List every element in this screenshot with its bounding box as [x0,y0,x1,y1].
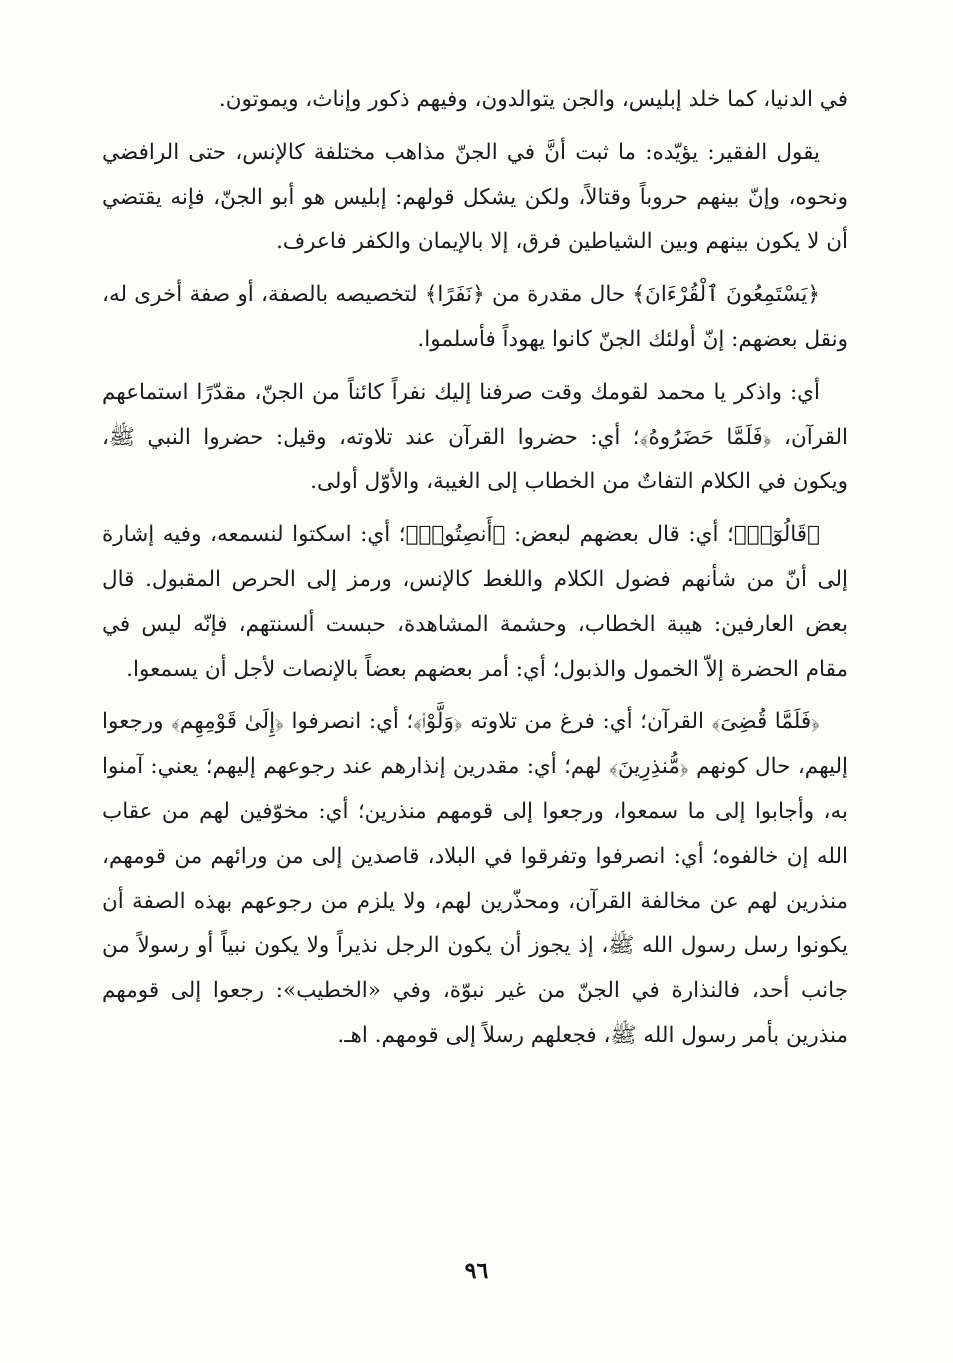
paragraph-2: يقول الفقير: يؤيّده: ما ثبت أنَّ في الجنّ مذاهب مختلفة كالإنس، حتى الرافضي ونحوه، وإنّ بينهم حروباً وقتالاً، ولكن يشكل قولهم: إبليس هو أبو الجنّ، فإنه يقتضي أن لا يكون بينهم وبين الشياطين فرق، إلا بالإيمان والكفر فاعرف. [102,139,848,255]
paragraph-1: في الدنيا، كما خلد إبليس، والجن يتوالدون، وفيهم ذكور وإناث، ويموتون. [218,87,848,112]
paragraph-6: ﴿فَلَمَّا قُضِىَ﴾ القرآن؛ أي: فرغ من تلاوته ﴿وَلَّوْا۟﴾؛ أي: انصرفوا ﴿إِلَىٰ قَوْمِهِم﴾ ورجعوا إليهم، حال كونهم ﴿مُّنذِرِينَ﴾ لهم؛ أي: مقدرين إنذارهم عند رجوعهم إليهم؛ يعني: آمنوا به، وأجابوا إلى ما سمعوا، ورجعوا إلى قومهم منذرين؛ أي: مخوّفين لهم من عقاب الله إن خالفوه؛ أي: انصرفوا وتفرقوا في البلاد، قاصدين إلى من ورائهم من قومهم، منذرين لهم عن مخالفة القرآن، ومحذّرين لهم، ولا يلزم من رجوعهم بهذه الصفة أن يكونوا رسل رسول الله ﷺ، إذ يجوز أن يكون الرجل نذيراً ولا يكون نبياً أو رسولاً من جانب أحد، فالنذارة في الجنّ من غير نبوّة، وفي «الخطيب»: رجعوا إلى قومهم منذرين بأمر رسول الله ﷺ، فجعلهم رسلاً إلى قومهم. اهـ. [102,709,848,1048]
paragraph-5: ﴿قَالُوٓا۟﴾؛ أي: قال بعضهم لبعض: ﴿أَنصِتُوا۟﴾؛ أي: اسكتوا لنسمعه، وفيه إشارة إلى أنّ من شأنهم فضول الكلام واللغط كالإنس، ورمز إلى الحرص المقبول. قال بعض العارفين: هيبة الخطاب، وحشمة المشاهدة، حبست ألسنتهم، فإنّه ليس في مقام الحضرة إلاّ الخمول والذبول؛ أي: أمر بعضهم بعضاً بالإنصات لأجل أن يسمعوا. [102,522,848,682]
paragraph-4: أي: واذكر يا محمد لقومك وقت صرفنا إليك نفراً كائناً من الجنّ، مقدّرًا استماعهم القرآن، ﴿فَلَمَّا حَضَرُوهُ﴾؛ أي: حضروا القرآن عند تلاوته، وقيل: حضروا النبي ﷺ، ويكون في الكلام التفاتٌ من الخطاب إلى الغيبة، والأوّل أولى. [102,379,848,495]
page-number: ٩٦ [464,1258,489,1284]
paragraph-3: ﴿يَسْتَمِعُونَ ٱلْقُرْءَانَ﴾ حال مقدرة من ﴿نَفَرًا﴾ لتخصيصه بالصفة، أو صفة أخرى له، ونقل بعضهم: إنّ أولئك الجنّ كانوا يهوداً فأسلموا. [102,282,848,352]
page-body [102,78,848,1067]
